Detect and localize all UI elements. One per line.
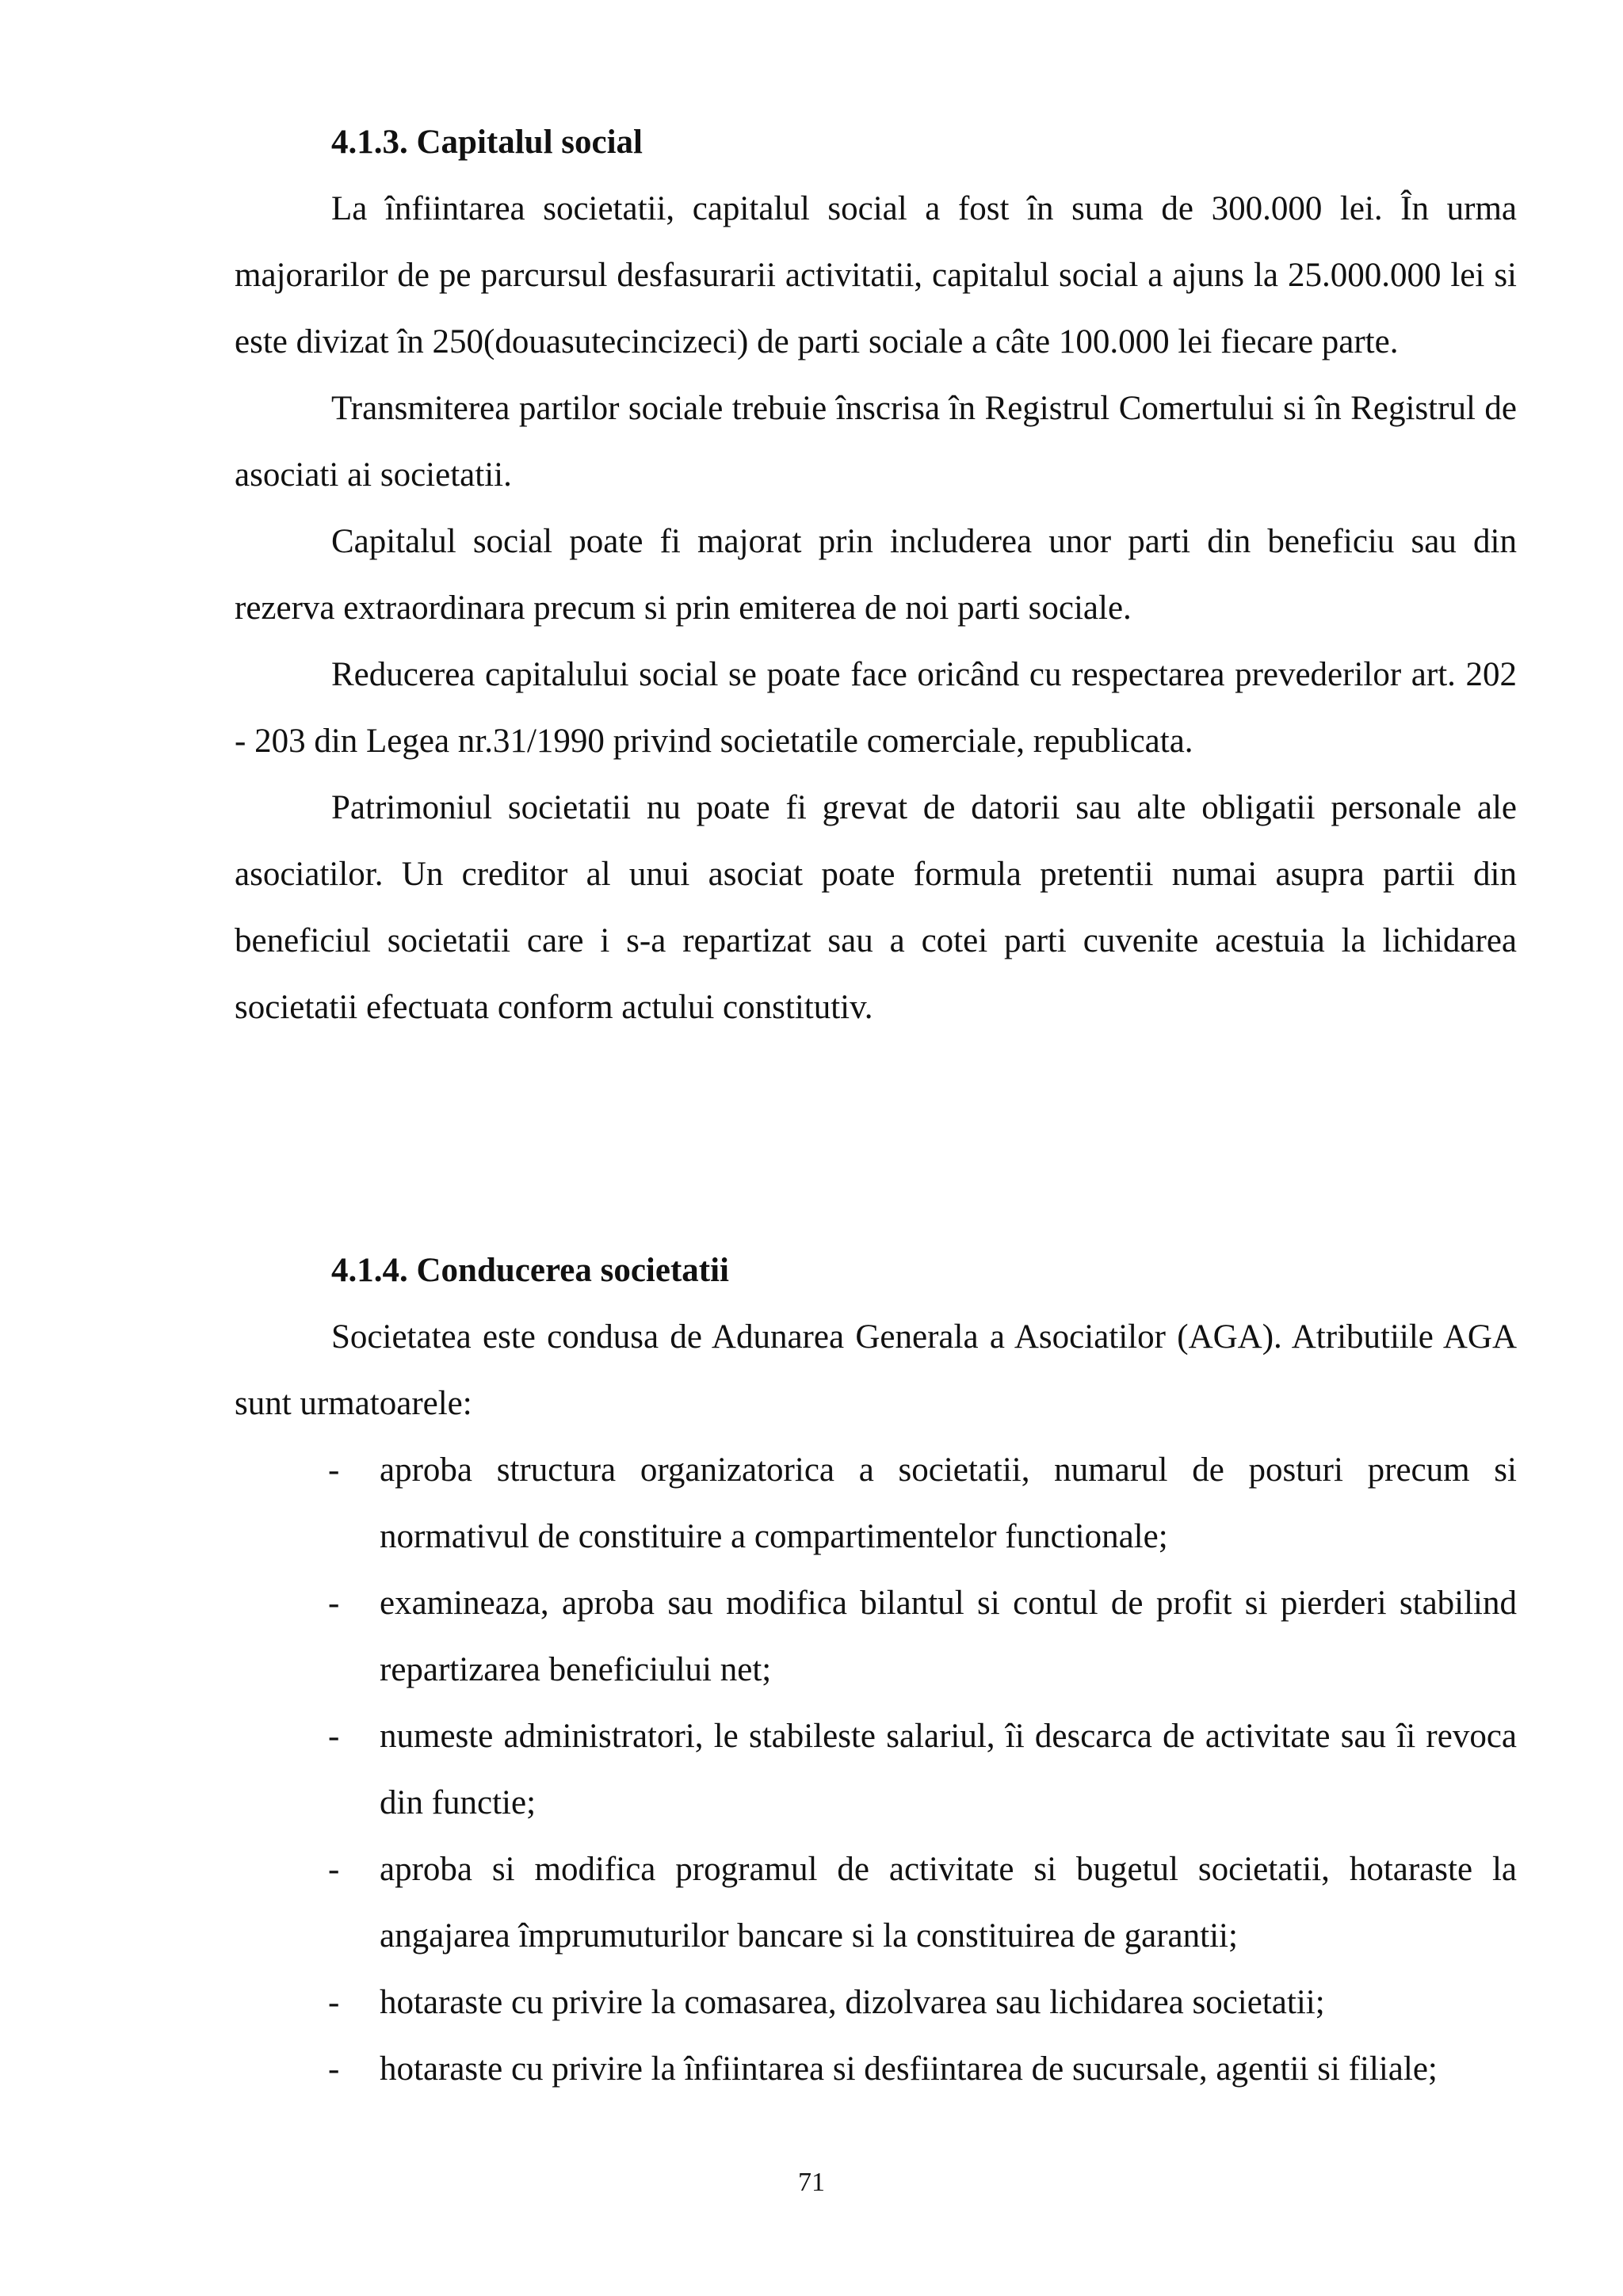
section-heading: 4.1.4. Conducerea societatii <box>331 1252 729 1289</box>
section-capital-social <box>235 109 1517 1041</box>
list-item-text: hotaraste cu privire la comasarea, dizolvarea sau lichidarea societatii; <box>380 1984 1325 2021</box>
list-item <box>235 2036 1517 2103</box>
paragraph: La înfiintarea societatii, capitalul social a fost în suma de 300.000 lei. În urma majorarilor de pe parcursul desfasurarii activitatii, capitalul social a ajuns la 25.000.000 lei si este divizat în 250(douasutecincizeci) de parti sociale a câte 100.000 lei fiecare parte. <box>235 190 1517 360</box>
list-item <box>235 1437 1517 1570</box>
dash-bullet: - <box>328 1984 340 2021</box>
list-item-text: numeste administratori, le stabileste salariul, îi descarca de activitate sau îi revoca din functie; <box>380 1718 1517 1821</box>
section-conducerea-societatii <box>235 1238 1517 2103</box>
list-item <box>235 1970 1517 2036</box>
list-item-text: examineaza, aproba sau modifica bilantul si contul de profit si pierderi stabilind repartizarea beneficiului net; <box>380 1585 1517 1688</box>
paragraph: Capitalul social poate fi majorat prin includerea unor parti din beneficiu sau din rezerva extraordinara precum si prin emiterea de noi parti sociale. <box>235 523 1517 627</box>
list-item-text: aproba structura organizatorica a societatii, numarul de posturi precum si normativul de constituire a compartimentelor functionale; <box>380 1451 1517 1555</box>
dash-bullet: - <box>328 1585 340 1622</box>
dash-bullet: - <box>328 1718 340 1755</box>
list-item <box>235 1836 1517 1970</box>
page-number: 71 <box>798 2168 825 2197</box>
section-heading: 4.1.3. Capitalul social <box>331 124 643 161</box>
paragraph: Patrimoniul societatii nu poate fi grevat de datorii sau alte obligatii personale ale asociatilor. Un creditor al unui asociat poate formula pretentii numai asupra partii din beneficiul societatii care i s-a repartizat sau a cotei parti cuvenite acestuia la lichidarea societatii efectuata conform actului constitutiv. <box>235 789 1517 1026</box>
attributions-list <box>235 1437 1517 2103</box>
dash-bullet: - <box>328 2050 340 2088</box>
list-item <box>235 1703 1517 1836</box>
list-item-text: aproba si modifica programul de activitate si bugetul societatii, hotaraste la angajarea împrumuturilor bancare si la constituirea de garantii; <box>380 1851 1517 1955</box>
paragraph: Reducerea capitalului social se poate face oricând cu respectarea prevederilor art. 202 - 203 din Legea nr.31/1990 privind societatile comerciale, republicata. <box>235 656 1517 760</box>
dash-bullet: - <box>328 1451 340 1489</box>
dash-bullet: - <box>328 1851 340 1888</box>
paragraph: Transmiterea partilor sociale trebuie înscrisa în Registrul Comertului si în Registrul de asociati ai societatii. <box>235 390 1517 494</box>
list-item-text: hotaraste cu privire la înfiintarea si desfiintarea de sucursale, agentii si filiale; <box>380 2050 1438 2088</box>
paragraph: Societatea este condusa de Adunarea Generala a Asociatilor (AGA). Atributiile AGA sunt urmatoarele: <box>235 1318 1517 1422</box>
list-item <box>235 1570 1517 1703</box>
